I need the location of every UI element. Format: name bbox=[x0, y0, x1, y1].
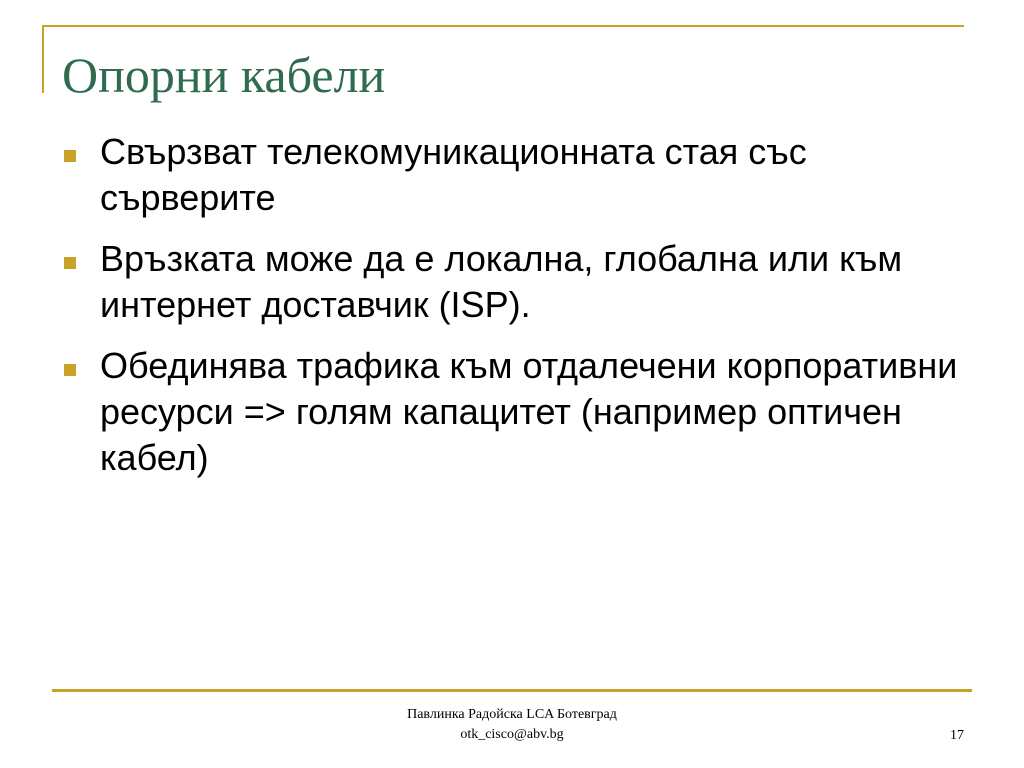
bullet-list bbox=[60, 129, 960, 496]
slide-title: Опорни кабели bbox=[62, 47, 386, 103]
bullet-item bbox=[60, 343, 960, 481]
footer-author: Павлинка Радойска LCA Ботевград bbox=[407, 707, 617, 722]
footer-email: otk_cisco@abv.bg bbox=[460, 727, 564, 742]
square-bullet-icon bbox=[64, 257, 76, 269]
bullet-item bbox=[60, 236, 960, 328]
bullet-text: Връзката може да е локална, глобална или към интернет доставчик (ISP). bbox=[100, 238, 903, 325]
bullet-text: Свързват телекомуникационната стая със сърверите bbox=[100, 131, 807, 218]
bullet-text: Обединява трафика към отдалечени корпоративни ресурси => голям капацитет (например оптичен кабел) bbox=[100, 345, 958, 478]
square-bullet-icon bbox=[64, 150, 76, 162]
square-bullet-icon bbox=[64, 364, 76, 376]
slide-number: 17 bbox=[950, 728, 964, 743]
footer-credits bbox=[362, 705, 662, 745]
title-frame-left-rule bbox=[42, 25, 44, 93]
title-frame-top-rule bbox=[42, 25, 964, 27]
bullet-item bbox=[60, 129, 960, 221]
footer-divider bbox=[52, 689, 972, 692]
